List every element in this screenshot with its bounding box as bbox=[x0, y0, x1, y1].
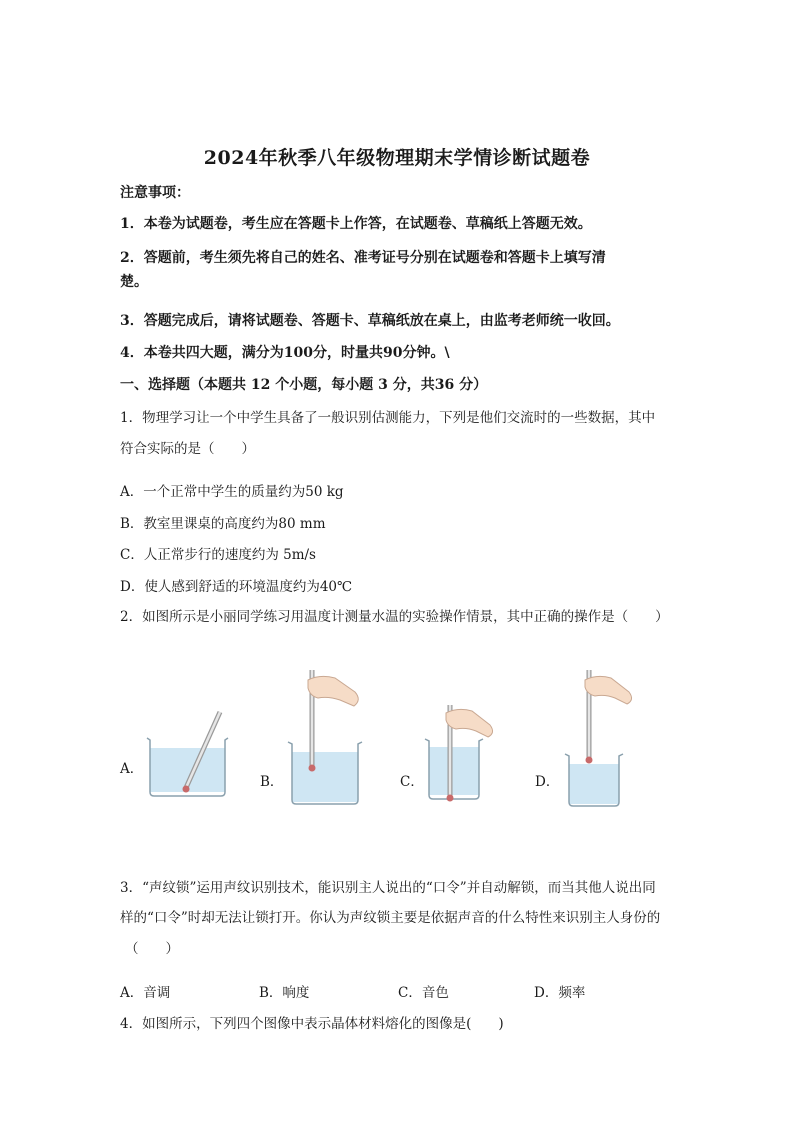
beaker-c bbox=[420, 705, 520, 805]
q3-option-a: A．音调 bbox=[120, 985, 171, 1001]
q3-stem-line1: 3．“声纹锁”运用声纹识别技术，能识别主人说出的“口令”并自动解锁，而当其他人说出同 bbox=[120, 880, 656, 896]
notice-item-4: 4．本卷共四大题，满分为100分，时量共90分钟。\ bbox=[120, 345, 450, 361]
q1-stem-line1: 1．物理学习让一个中学生具备了一般识别估测能力，下列是他们交流时的一些数据，其中 bbox=[120, 410, 656, 426]
q4-stem: 4．如图所示，下列四个图像中表示晶体材料熔化的图像是( ) bbox=[120, 1016, 504, 1032]
beaker-b bbox=[280, 670, 400, 805]
q3-option-c: C．音色 bbox=[398, 985, 449, 1001]
q2-stem: 2．如图所示是小丽同学练习用温度计测量水温的实验操作情景，其中正确的操作是（ ） bbox=[120, 609, 669, 625]
q2-figure bbox=[115, 660, 695, 820]
beaker-a bbox=[145, 700, 235, 800]
notice-item-1: 1．本卷为试题卷，考生应在答题卡上作答，在试题卷、草稿纸上答题无效。 bbox=[120, 216, 592, 232]
q2-label-b: B． bbox=[260, 774, 284, 790]
q1-stem-line2: 符合实际的是（ ） bbox=[120, 441, 255, 457]
q1-option-b: B．教室里课桌的高度约为80 mm bbox=[120, 516, 326, 532]
beaker-d bbox=[563, 670, 683, 810]
notice-item-2: 2．答题前，考生须先将自己的姓名、准考证号分别在试题卷和答题卡上填写清 bbox=[120, 250, 606, 266]
section-1-heading: 一、选择题（本题共 12 个小题，每小题 3 分，共36 分） bbox=[120, 377, 488, 393]
q3-option-b: B．响度 bbox=[259, 985, 310, 1001]
q3-stem-line3: （ ） bbox=[125, 941, 179, 957]
q1-option-c: C．人正常步行的速度约为 5m/s bbox=[120, 547, 316, 563]
notice-heading: 注意事项： bbox=[120, 185, 190, 201]
q3-option-d: D．频率 bbox=[534, 985, 586, 1001]
q3-stem-line2: 样的“口令”时却无法让锁打开。你认为声纹锁主要是依据声音的什么特性来识别主人身份的 bbox=[120, 910, 661, 926]
q2-label-a: A． bbox=[120, 761, 144, 777]
q1-option-d: D．使人感到舒适的环境温度约为40℃ bbox=[120, 579, 353, 595]
notice-item-3: 3．答题完成后，请将试题卷、答题卡、草稿纸放在桌上，由监考老师统一收回。 bbox=[120, 313, 620, 329]
q2-label-d: D． bbox=[535, 774, 560, 790]
q1-option-a: A．一个正常中学生的质量约为50 kg bbox=[120, 484, 344, 500]
q2-label-c: C． bbox=[400, 774, 424, 790]
page-title: 2024年秋季八年级物理期末学情诊断试题卷 bbox=[203, 147, 591, 169]
notice-item-2-cont: 楚。 bbox=[120, 274, 148, 290]
